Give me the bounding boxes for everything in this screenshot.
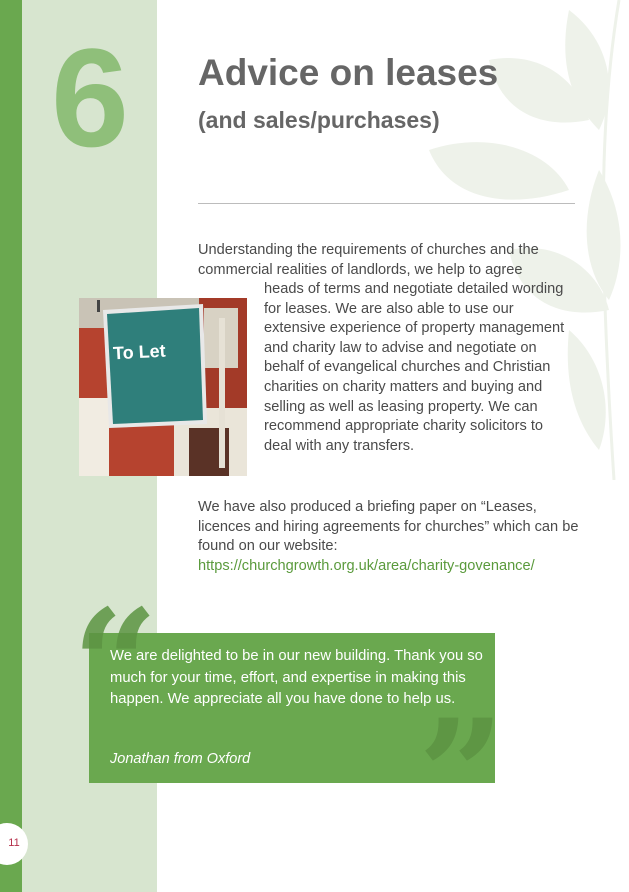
briefing-text: We have also produced a briefing paper on “Leases, licences and hiring agreements for churches” which can be found on our website: — [198, 499, 579, 555]
page-number: 11 — [8, 837, 20, 849]
body-paragraph-part-a: heads of terms and negotiate detailed wording for leases. We are also able to use our — [264, 281, 564, 317]
close-quote-icon: ” — [418, 687, 505, 863]
body-paragraph-wrapped — [264, 280, 574, 456]
page-title: Advice on leases — [198, 52, 499, 93]
left-accent-bar — [0, 0, 22, 892]
body-paragraph-lead: Understanding the requirements of churches and the commercial realities of landlords, we help to agree — [198, 242, 539, 278]
body-paragraph-part-b: extensive experience of property management and charity law to advise and negotiate on behalf of evangelical churches and Christian charities on charity matters and buying and selling as well as leasing property. We can recommend appropriate charity solicitors to deal with any transfers. — [264, 320, 565, 454]
page-subtitle: (and sales/purchases) — [198, 107, 440, 133]
chapter-number: 6 — [51, 19, 129, 176]
governance-link[interactable]: https://churchgrowth.org.uk/area/charity-govenance/ — [198, 557, 535, 574]
body-paragraph-briefing — [198, 498, 583, 576]
to-let-photo — [79, 298, 247, 476]
to-let-sign-text: To Let — [112, 340, 167, 364]
title-divider — [198, 203, 575, 204]
testimonial-author: Jonathan from Oxford — [110, 751, 251, 767]
open-quote-icon: “ — [72, 577, 159, 753]
testimonial-text: We are delighted to be in our new building. Thank you so much for your time, effort, and expertise in making this happen. We appreciate all you have done to help us. — [110, 648, 483, 707]
